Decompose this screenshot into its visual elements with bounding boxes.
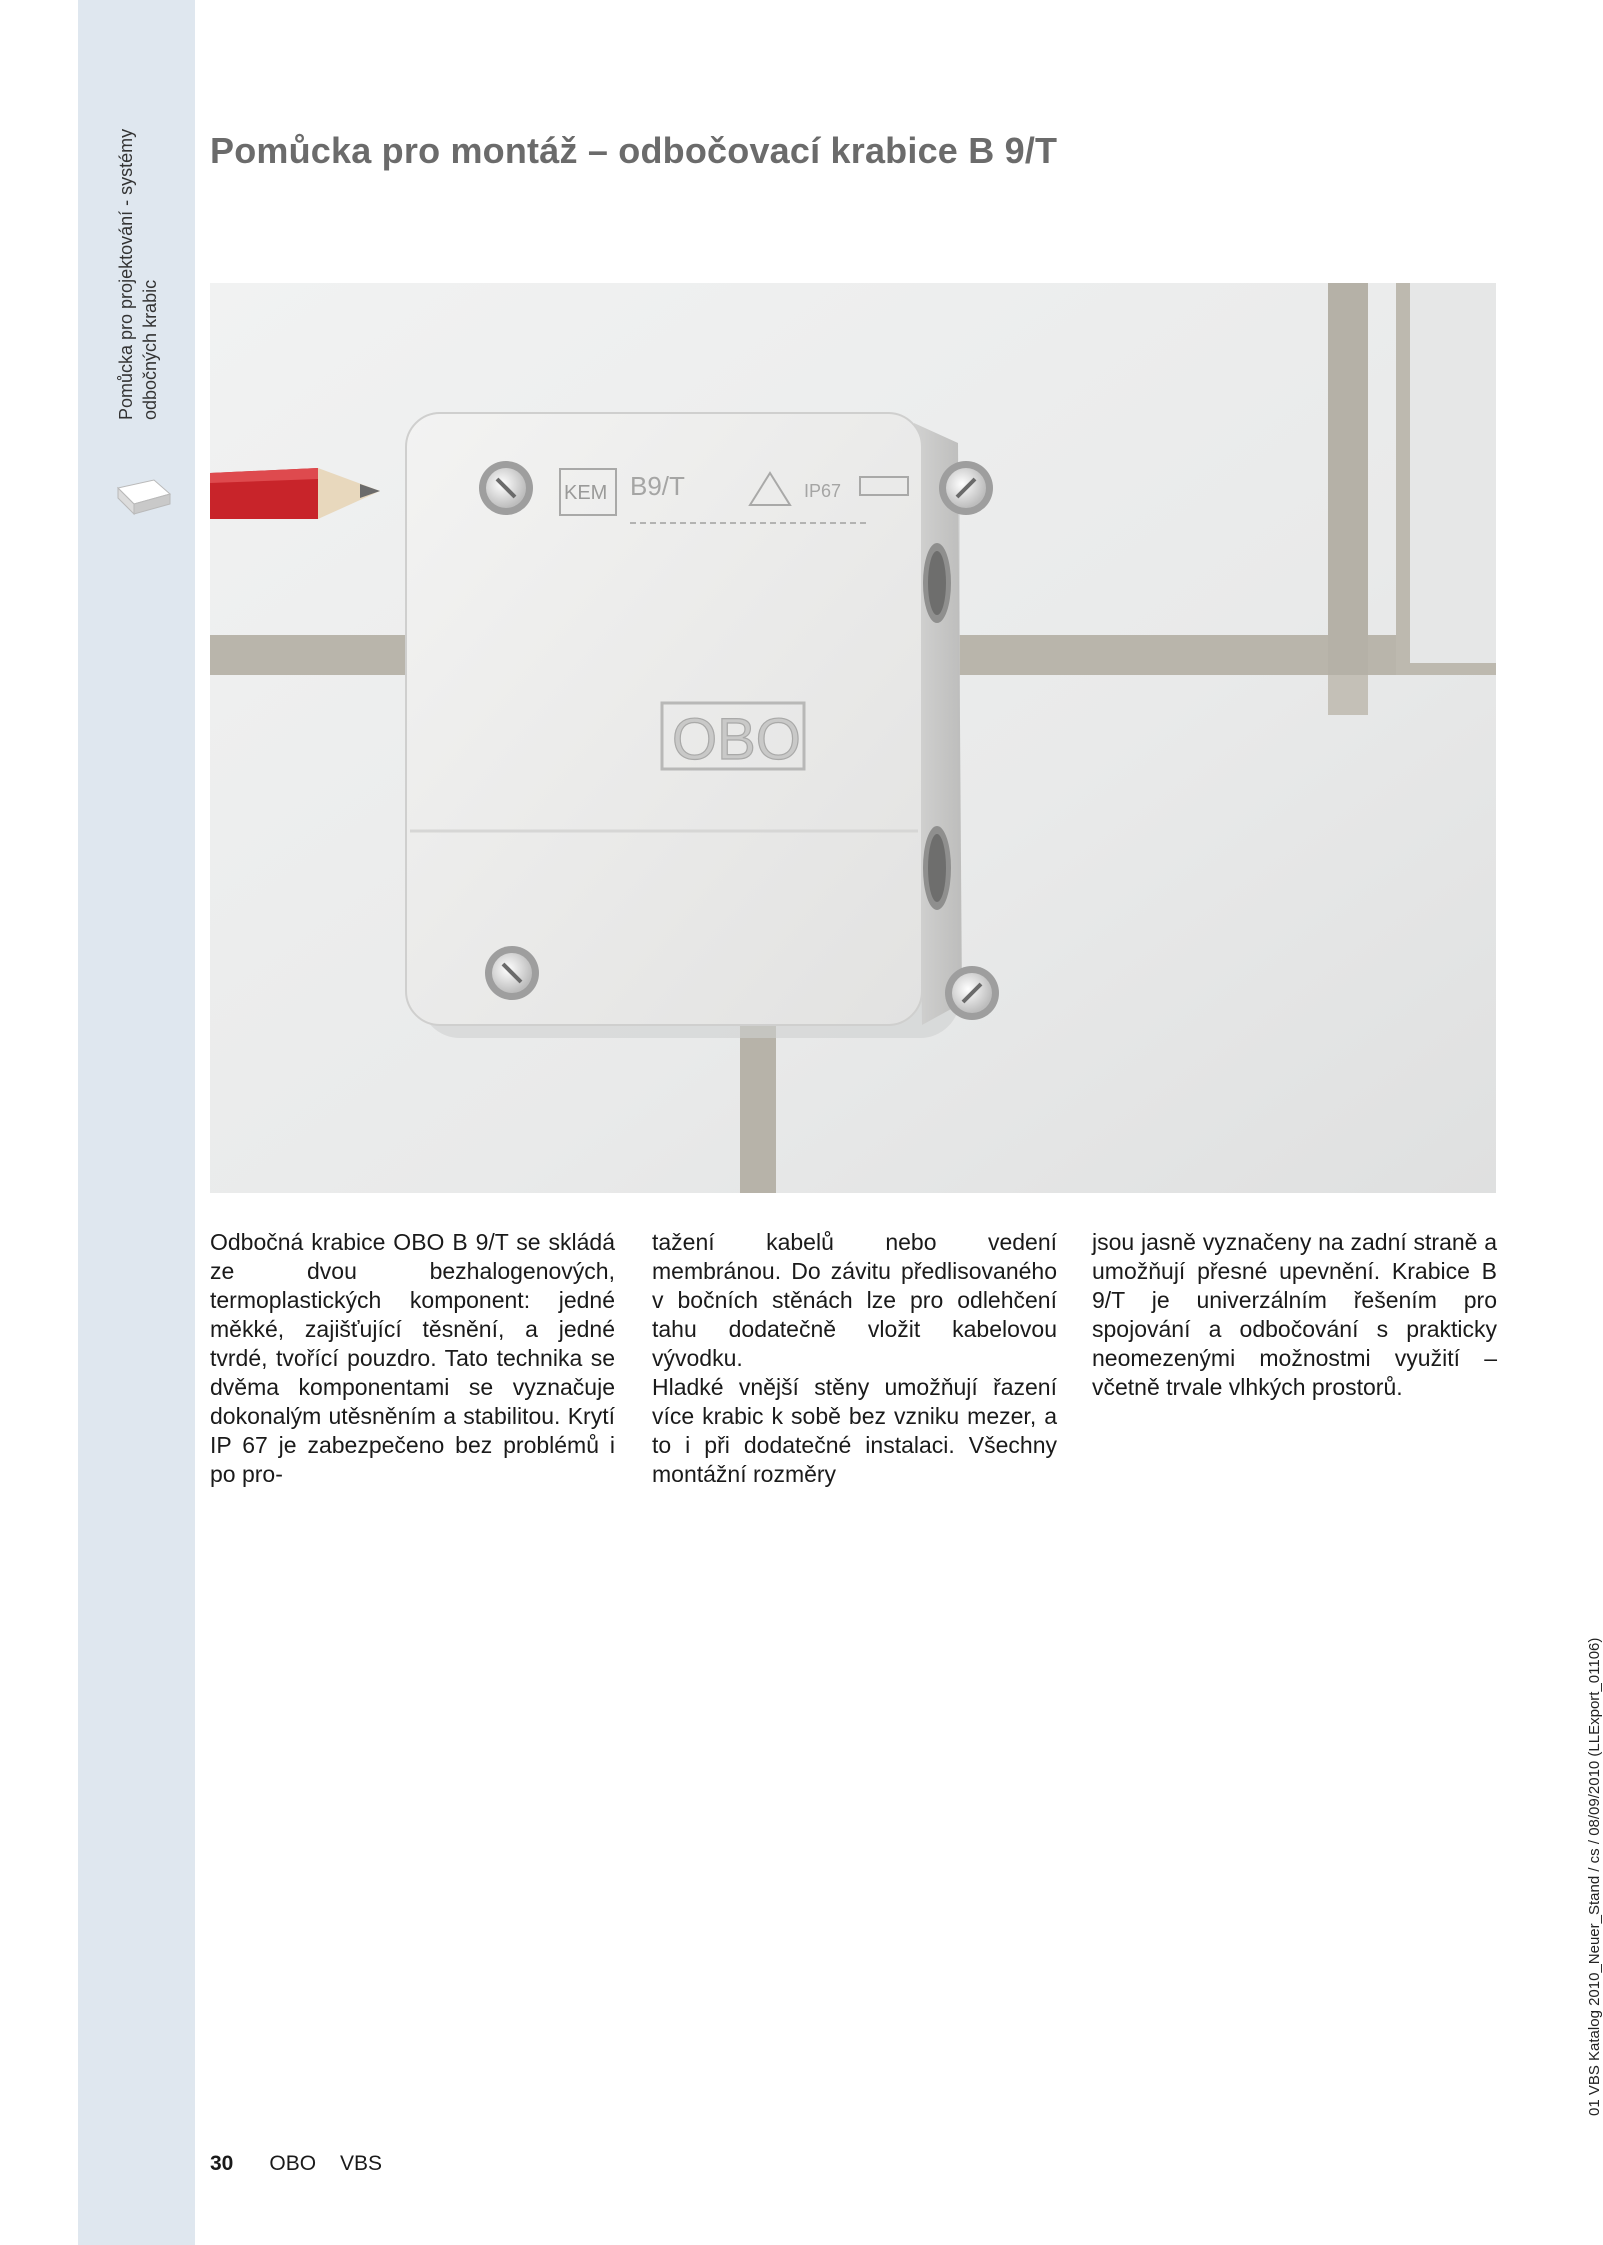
footer-product: VBS (340, 2152, 383, 2175)
page-number: 30 (210, 2152, 234, 2175)
box-obo-logo: OBO (672, 707, 801, 772)
product-photo (210, 283, 1496, 1193)
text-column-3 (1092, 1228, 1497, 1402)
text-column-2 (652, 1228, 1057, 1489)
page-title: Pomůcka pro montáž – odbočovací krabice B 9/T (210, 130, 1058, 171)
sidebar-label-line1: Pomůcka pro projektování - systémy (116, 128, 136, 420)
paragraph-walls: Hladké vnější stěny umožňují řazení více krabic k sobě bez vzniku mezer, a to i při dodatečné instalaci. Všechny montážní rozměry (652, 1374, 1057, 1487)
paragraph-continued: tažení kabelů nebo vedení membránou. Do závitu předlisovaného v bočních stěnách lze pro odlehčení tahu dodatečně vložit kabelovou vývodku. (652, 1229, 1057, 1371)
paragraph-intro: Odbočná krabice OBO B 9/T se skládá ze dvou bezhalogenových, termoplastických komponent: jedné měkké, zajišťující těsnění, a jedné tvrdé, tvořící pouzdro. Tato technika se dvěma komponentami se vyznačuje dokonalým utěsněním a stabilitou. Krytí IP 67 je zabezpečeno bez problémů i po pro- (210, 1229, 615, 1487)
junction-box-thumbnail-icon (114, 474, 172, 516)
paragraph-closing: jsou jasně vyznačeny na zadní straně a umožňují přesné upevnění. Krabice B 9/T je univerzálním řešením pro spojování a odbočování s prakticky neomezenými možnostmi využití – včetně trvale vlhkých prostorů. (1092, 1229, 1497, 1400)
catalog-code: 01 VBS Katalog 2010_Neuer_Stand / cs / 08/09/2010 (LLExport_01106) (1586, 1637, 1603, 2116)
box-label-ip: IP67 (804, 481, 842, 501)
footer-brand: OBO (269, 2152, 317, 2175)
box-label-model: B9/T (630, 471, 685, 501)
sidebar-label (114, 60, 162, 420)
text-column-1 (210, 1228, 615, 1489)
page-footer (210, 2152, 382, 2176)
box-label-kem: KEM (564, 482, 608, 504)
sidebar-label-line2: odbočných krabic (140, 279, 160, 420)
